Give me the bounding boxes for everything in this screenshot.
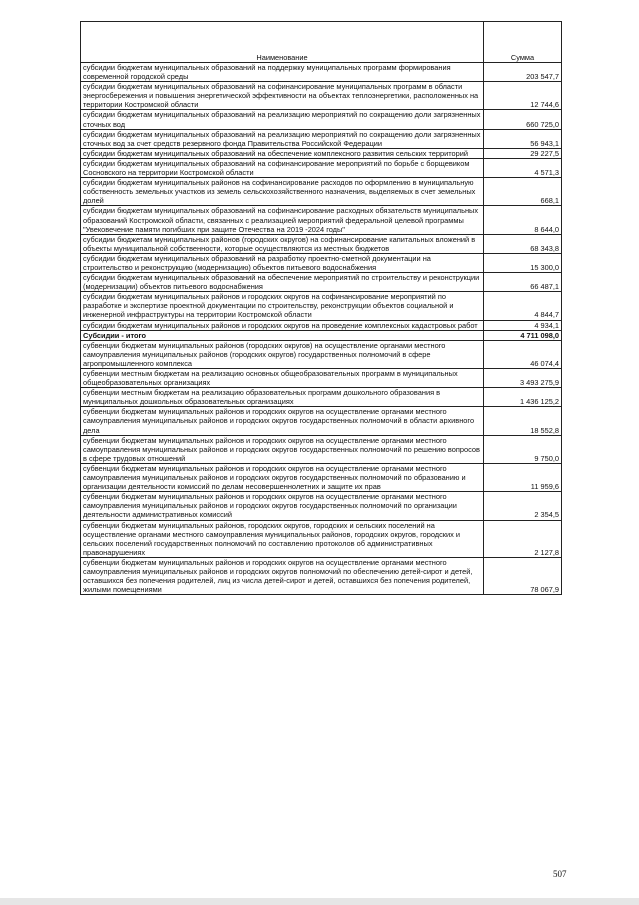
table-row <box>81 273 562 292</box>
row-name: субвенции бюджетам муниципальных районов, городских округов, городских и сельских поселений на осуществление органами местного самоуправления муниципальных районов, городских округов, городских и сельских поселений государственных полномочий по составлению протоколов об административных правонарушениях <box>81 520 484 557</box>
row-name: субсидии бюджетам муниципальных образований на софинансирование муниципальных программ в области энергосбережения и повышения энергетической эффективности на объектах теплоэнергетики, расположенных на территории Костромской области <box>81 82 484 110</box>
table-row <box>81 129 562 148</box>
row-name: субвенции местным бюджетам на реализацию основных общеобразовательных программ в муниципальных общеобразовательных организациях <box>81 369 484 388</box>
row-name: субсидии бюджетам муниципальных образований на обеспечение комплексного развития сельских территорий <box>81 148 484 158</box>
table-row <box>81 206 562 234</box>
row-name: субсидии бюджетам муниципальных образований на обеспечение мероприятий по строительству и реконструкции (модернизации) объектов питьевого водоснабжения <box>81 273 484 292</box>
row-name: субсидии бюджетам муниципальных образований на софинансирование мероприятий по борьбе с борщевиком Сосновского на территории Костромской области <box>81 158 484 177</box>
total-body <box>81 330 562 340</box>
table-row <box>81 320 562 330</box>
row-sum: 78 067,9 <box>484 557 562 594</box>
table-row <box>81 148 562 158</box>
row-name: субсидии бюджетам муниципальных образований на поддержку муниципальных программ формирования современной городской среды <box>81 63 484 82</box>
table-row <box>81 463 562 491</box>
row-sum: 18 552,8 <box>484 407 562 435</box>
table-row <box>81 388 562 407</box>
total-label: Субсидии - итого <box>81 330 484 340</box>
row-sum: 668,1 <box>484 178 562 206</box>
row-name: субсидии бюджетам муниципальных районов на софинансирование расходов по оформлению в муниципальную собственность земельных участков из земель сельскохозяйственного назначения, выделяемых в счет земельных долей <box>81 178 484 206</box>
table-row <box>81 369 562 388</box>
total-row <box>81 330 562 340</box>
table-row <box>81 63 562 82</box>
row-name: субвенции бюджетам муниципальных районов и городских округов на осуществление органами местного самоуправления муниципальных районов и городских округов государственных полномочий по образованию и организации деятельности комиссий по делам несовершеннолетних и защите их прав <box>81 463 484 491</box>
scan-bottom-edge <box>0 898 639 905</box>
row-sum: 2 354,5 <box>484 492 562 520</box>
row-sum: 2 127,8 <box>484 520 562 557</box>
row-name: субвенции бюджетам муниципальных районов и городских округов на осуществление органами местного самоуправления муниципальных районов и городских округов государственных полномочий в области архивного дела <box>81 407 484 435</box>
row-sum: 46 074,4 <box>484 340 562 368</box>
row-sum: 1 436 125,2 <box>484 388 562 407</box>
row-name: субсидии бюджетам муниципальных образований на софинансирование расходных обязательств муниципальных образований Костромской области, связанных с реализацией мероприятий федеральной целевой программы "Увековечение памяти погибших при защите Отечества на 2019 -2024 годы" <box>81 206 484 234</box>
total-sum: 4 711 098,0 <box>484 330 562 340</box>
row-name: субсидии бюджетам муниципальных районов и городских округов на софинансирование мероприятий по разработке и экспертизе проектной документации по строительству, реконструкции объектов социальной и инженерной инфраструктуры на территории Костромской области <box>81 292 484 320</box>
table-row <box>81 253 562 272</box>
row-name: субсидии бюджетам муниципальных районов и городских округов на проведение комплексных кадастровых работ <box>81 320 484 330</box>
row-sum: 203 547,7 <box>484 63 562 82</box>
table-row <box>81 435 562 463</box>
table-row <box>81 407 562 435</box>
row-sum: 56 943,1 <box>484 129 562 148</box>
row-sum: 8 644,0 <box>484 206 562 234</box>
table-row <box>81 340 562 368</box>
column-header-sum: Сумма <box>484 22 562 63</box>
row-name: субсидии бюджетам муниципальных образований на реализацию мероприятий по сокращению доли загрязненных сточных вод за счет средств резервного фонда Правительства Российской Федерации <box>81 129 484 148</box>
row-name: субвенции бюджетам муниципальных районов и городских округов на осуществление органами местного самоуправления муниципальных районов и городских округов государственных полномочий по решению вопросов в сфере трудовых отношений <box>81 435 484 463</box>
row-sum: 3 493 275,9 <box>484 369 562 388</box>
row-sum: 68 343,8 <box>484 234 562 253</box>
table-row <box>81 292 562 320</box>
row-name: субвенции местным бюджетам на реализацию образовательных программ дошкольного образования в муниципальных дошкольных образовательных организациях <box>81 388 484 407</box>
row-name: субсидии бюджетам муниципальных образований на разработку проектно-сметной документации на строительство и реконструкцию (модернизацию) объектов питьевого водоснабжения <box>81 253 484 272</box>
table-row <box>81 557 562 594</box>
row-sum: 66 487,1 <box>484 273 562 292</box>
column-header-name: Наименование <box>81 22 484 63</box>
page-number: 507 <box>553 869 567 879</box>
row-name: субвенции бюджетам муниципальных районов и городских округов на осуществление органами местного самоуправления муниципальных районов и городских округов полномочий по обеспечению детей-сирот и детей, оставшихся без попечения родителей, лиц из числа детей-сирот и детей, оставшихся без попечения родителей, жилыми помещениями <box>81 557 484 594</box>
table-row <box>81 178 562 206</box>
table-row <box>81 520 562 557</box>
table-row <box>81 82 562 110</box>
table-row <box>81 234 562 253</box>
row-sum: 9 750,0 <box>484 435 562 463</box>
table-header-row <box>81 22 562 63</box>
row-name: субсидии бюджетам муниципальных районов (городских округов) на софинансирование капитальных вложений в объекты муниципальной собственности, которые осуществляются из местных бюджетов <box>81 234 484 253</box>
row-sum: 12 744,6 <box>484 82 562 110</box>
row-sum: 29 227,5 <box>484 148 562 158</box>
row-sum: 11 959,6 <box>484 463 562 491</box>
row-name: субвенции бюджетам муниципальных районов и городских округов на осуществление органами местного самоуправления муниципальных районов и городских округов государственных полномочий по организации деятельности административных комиссий <box>81 492 484 520</box>
budget-table <box>80 21 562 595</box>
row-sum: 660 725,0 <box>484 110 562 129</box>
row-sum: 4 571,3 <box>484 158 562 177</box>
row-name: субвенции бюджетам муниципальных районов (городских округов) на осуществление органами местного самоуправления муниципальных районов (городских округов) государственных полномочий в сфере агропромышленного комплекса <box>81 340 484 368</box>
table-row <box>81 110 562 129</box>
row-sum: 4 844,7 <box>484 292 562 320</box>
row-sum: 4 934,1 <box>484 320 562 330</box>
table-row <box>81 158 562 177</box>
subventions-body <box>81 340 562 595</box>
row-sum: 15 300,0 <box>484 253 562 272</box>
row-name: субсидии бюджетам муниципальных образований на реализацию мероприятий по сокращению доли загрязненных сточных вод <box>81 110 484 129</box>
subsidies-body <box>81 63 562 331</box>
table-row <box>81 492 562 520</box>
